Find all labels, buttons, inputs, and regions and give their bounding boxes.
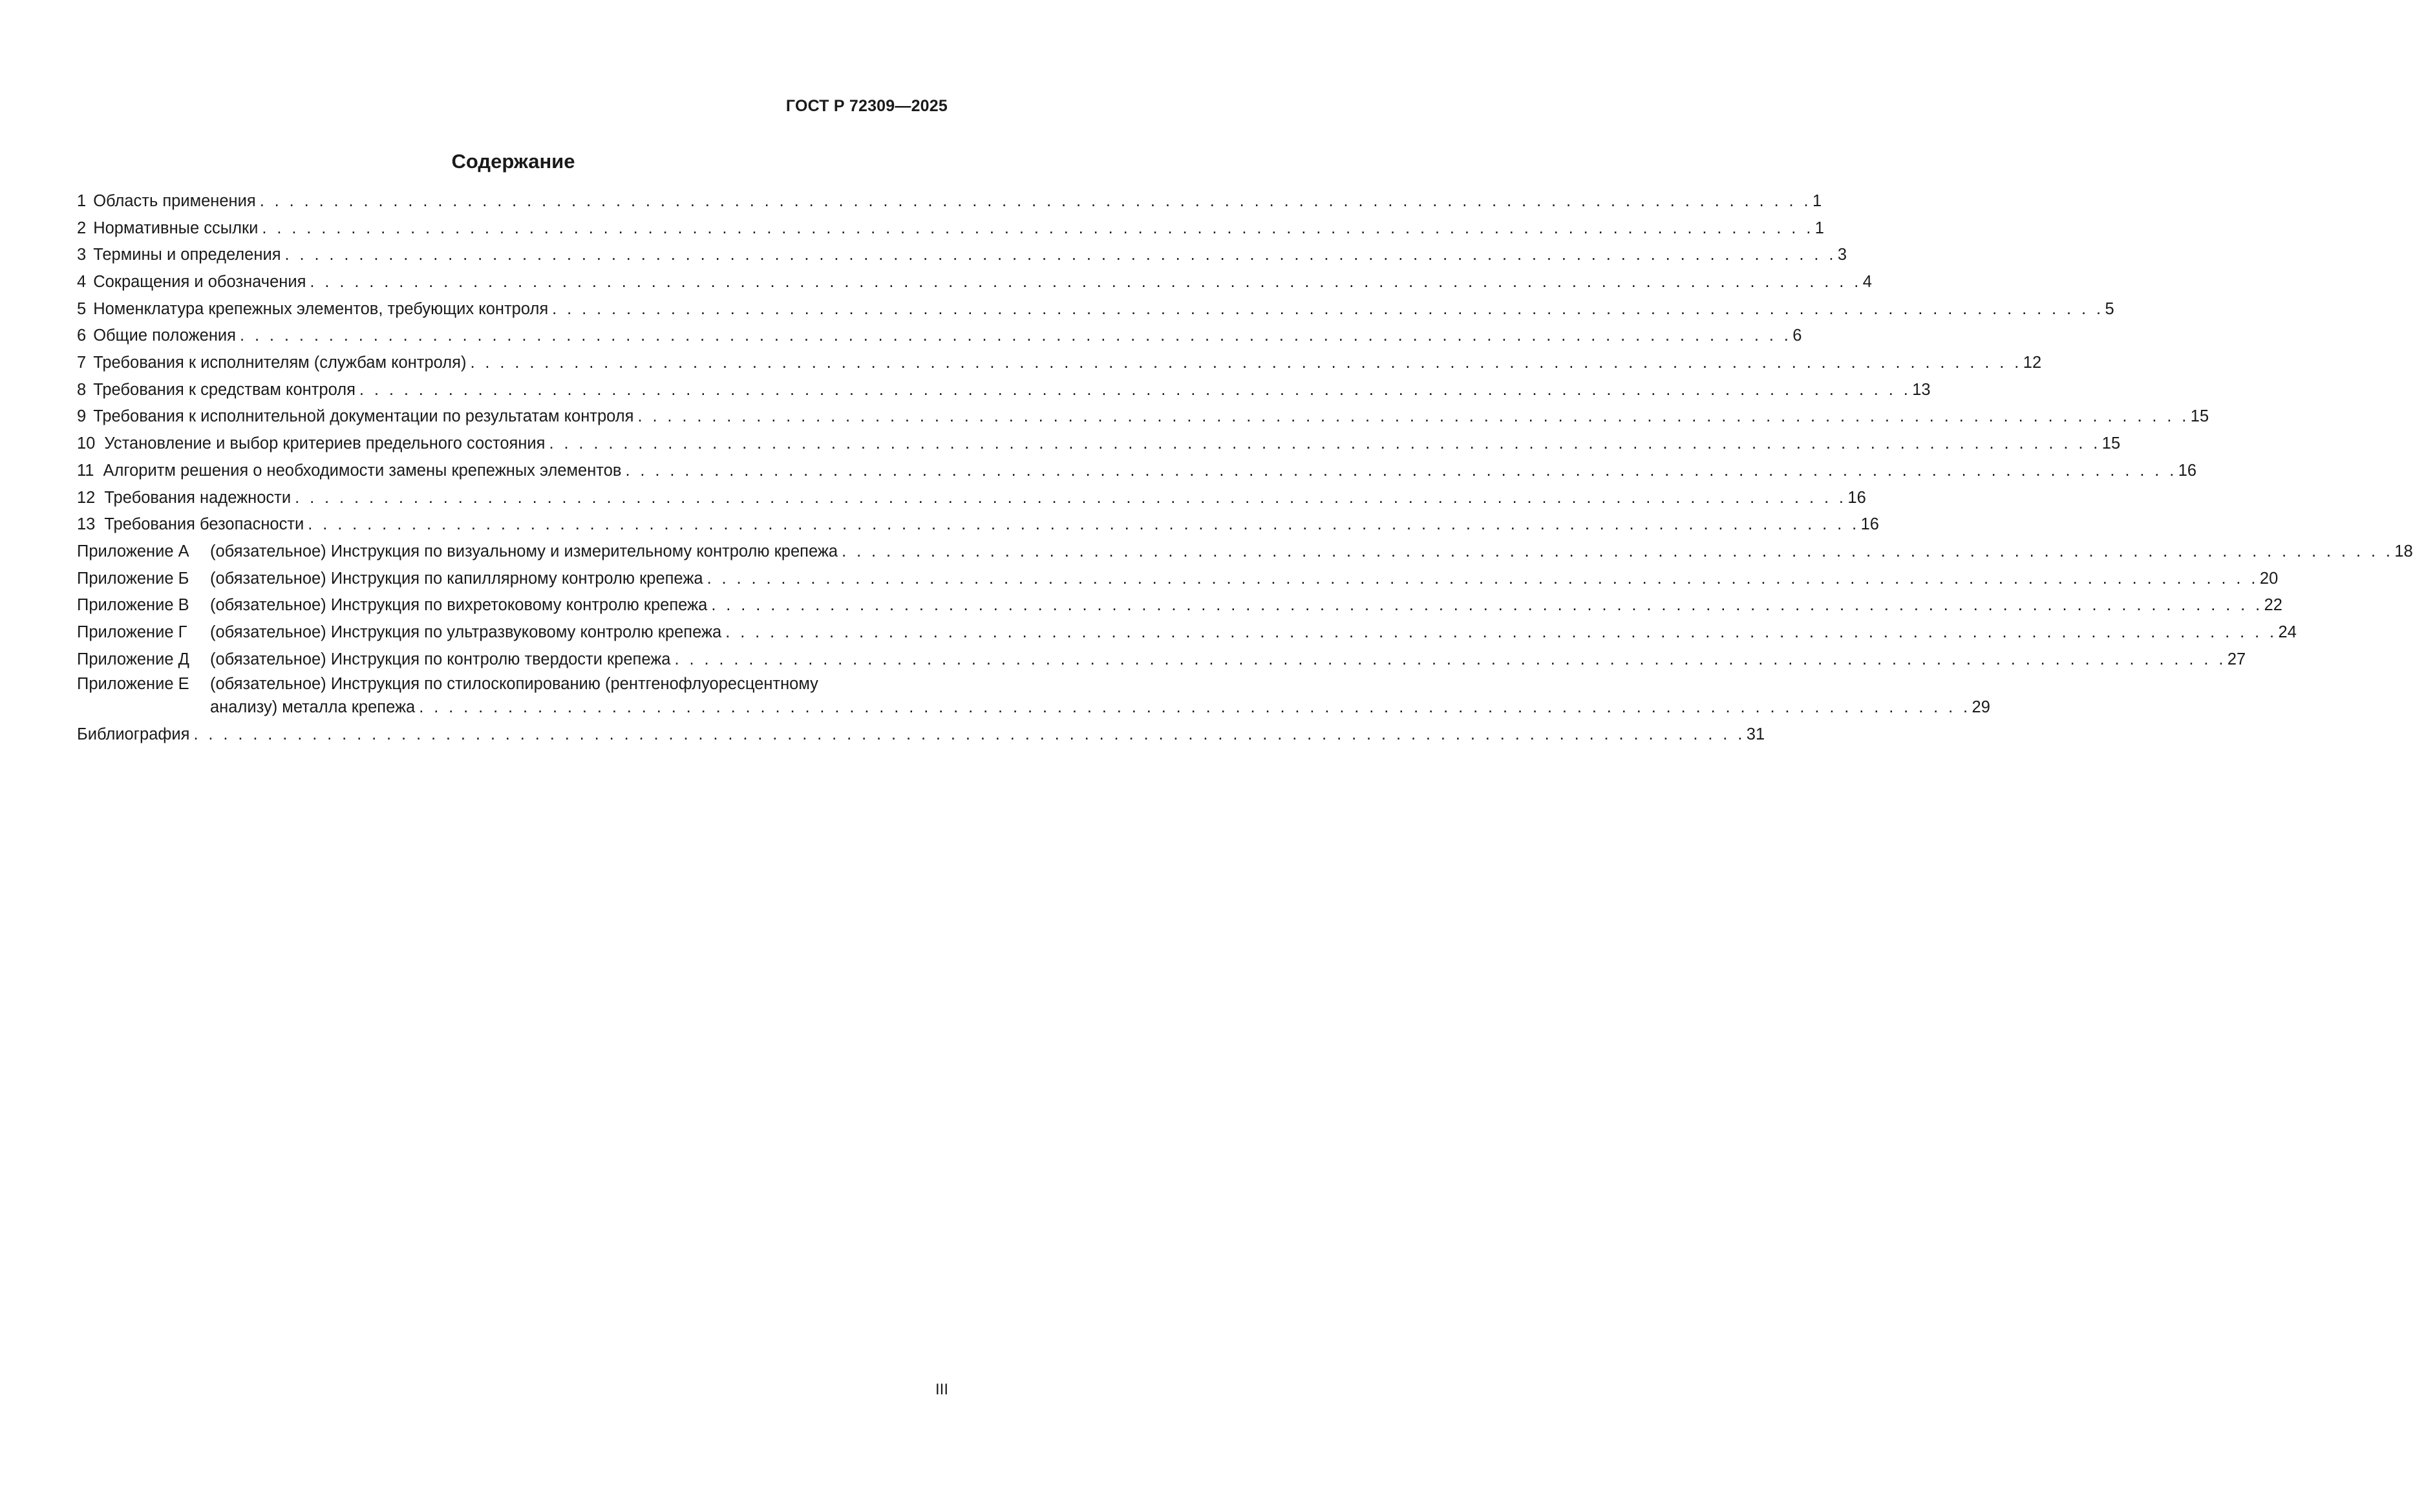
toc-leader-dots: . . . . . . . . . . . . . . . . . . . . . . . . . . . . . . . . . . . . . . . . . . . . . . . . . . . . . . . . . . . . . . . . . . . . . . . . . . . . . . . . . . . . . . . . . . . . . . . . . . . . . . . . . [284,246,1836,264]
toc-entry-title: Требования безопасности [104,515,304,534]
toc-entry-page: 22 [2264,596,2282,615]
page-number: III [935,1381,948,1398]
toc-entry-title: Номенклатура крепежных элементов, требующих контроля [93,299,549,318]
toc-entry-page: 1 [1814,218,1824,237]
toc-entry-page: 13 [1912,380,1931,399]
toc-leader-dots: . . . . . . . . . . . . . . . . . . . . . . . . . . . . . . . . . . . . . . . . . . . . . . . . . . . . . . . . . . . . . . . . . . . . . . . . . . . . . . . . . . . . . . . . . . . . . . . . . . . . . . . . . [359,380,1911,399]
toc-bibliography-title: Библиография [77,725,190,744]
toc-entry-page: 5 [2105,299,2114,318]
toc-annex-title: (обязательное) Инструкция по визуальному и измерительному контролю крепежа [210,542,838,560]
toc-entry-2[interactable] [77,215,1824,242]
toc-annex-label: Приложение А [77,542,189,560]
toc-entry-title: Установление и выбор критериев предельного состояния [104,434,546,453]
toc-entry-number: 6 [77,326,87,345]
toc-leader-dots: . . . . . . . . . . . . . . . . . . . . . . . . . . . . . . . . . . . . . . . . . . . . . . . . . . . . . . . . . . . . . . . . . . . . . . . . . . . . . . . . . . . . . . . . . . . . . . . . . . . . . . . . . [262,218,1814,237]
toc-entry-number: 4 [77,273,87,292]
toc-entry-page: 18 [2394,542,2413,560]
toc-leader-dots: . . . . . . . . . . . . . . . . . . . . . . . . . . . . . . . . . . . . . . . . . . . . . . . . . . . . . . . . . . . . . . . . . . . . . . . . . . . . . . . . . . . . . . . . . . . . . . . . . . . . . . . . . [842,542,2394,560]
toc-entry-number: 8 [77,380,87,399]
toc-annex-v[interactable] [77,592,2282,619]
toc-entry-page: 29 [1972,698,1990,717]
toc-leader-dots: . . . . . . . . . . . . . . . . . . . . . . . . . . . . . . . . . . . . . . . . . . . . . . . . . . . . . . . . . . . . . . . . . . . . . . . . . . . . . . . . . . . . . . . . . . . . . . . . . . . . . . . . . [711,596,2263,615]
toc-entry-number: 10 [77,434,96,453]
toc-leader-dots: . . . . . . . . . . . . . . . . . . . . . . . . . . . . . . . . . . . . . . . . . . . . . . . . . . . . . . . . . . . . . . . . . . . . . . . . . . . . . . . . . . . . . . . . . . . . . . . . . . . . . . . . . [239,326,1792,345]
toc-entry-title: Нормативные ссылки [93,218,259,237]
toc-leader-dots: . . . . . . . . . . . . . . . . . . . . . . . . . . . . . . . . . . . . . . . . . . . . . . . . . . . . . . . . . . . . . . . . . . . . . . . . . . . . . . . . . . . . . . . . . . . . . . . . . . . . . . . . . [308,515,1860,534]
toc-entry-page: 27 [2227,650,2246,668]
toc-entry-page: 16 [1847,488,1866,507]
toc-entry-number: 3 [77,246,87,264]
toc-entry-page: 16 [2178,461,2197,480]
toc-annex-label: Приложение Г [77,623,187,641]
toc-annex-title-continued: анализу) металла крепежа [210,698,416,717]
toc-annex-d[interactable] [77,646,2246,674]
toc-annex-label: Приложение В [77,596,189,615]
toc-leader-dots: . . . . . . . . . . . . . . . . . . . . . . . . . . . . . . . . . . . . . . . . . . . . . . . . . . . . . . . . . . . . . . . . . . . . . . . . . . . . . . . . . . . . . . . . . . . . . . . . . . . . . . . . . [552,299,2104,318]
toc-entry-number: 5 [77,299,87,318]
toc-leader-dots: . . . . . . . . . . . . . . . . . . . . . . . . . . . . . . . . . . . . . . . . . . . . . . . . . . . . . . . . . . . . . . . . . . . . . . . . . . . . . . . . . . . . . . . . . . . . . . . . . . . . . . . . . [674,650,2226,668]
toc-entry-6[interactable] [77,323,1802,350]
toc-entry-title: Алгоритм решения о необходимости замены крепежных элементов [103,461,622,480]
toc-entry-8[interactable] [77,377,1931,404]
toc-entry-page: 3 [1837,246,1847,264]
toc-entry-9[interactable] [77,404,2209,431]
toc-leader-dots: . . . . . . . . . . . . . . . . . . . . . . . . . . . . . . . . . . . . . . . . . . . . . . . . . . . . . . . . . . . . . . . . . . . . . . . . . . . . . . . . . . . . . . . . . . . . . . . . . . . . . . . . . [295,488,1847,507]
toc-leader-dots: . . . . . . . . . . . . . . . . . . . . . . . . . . . . . . . . . . . . . . . . . . . . . . . . . . . . . . . . . . . . . . . . . . . . . . . . . . . . . . . . . . . . . . . . . . . . . . . . . . . . . . . . . [549,434,2101,453]
toc-entry-page: 24 [2278,623,2297,641]
toc-entry-title: Область применения [93,191,256,210]
toc-entry-page: 6 [1792,326,1802,345]
toc-annex-title: (обязательное) Инструкция по стилоскопированию (рентгенофлуоресцентному [210,675,818,694]
toc-entry-number: 11 [77,461,94,480]
toc-entry-number: 9 [77,407,87,426]
toc-annex-title: (обязательное) Инструкция по контролю твердости крепежа [210,650,671,668]
toc-entry-title: Общие положения [93,326,236,345]
toc-leader-dots: . . . . . . . . . . . . . . . . . . . . . . . . . . . . . . . . . . . . . . . . . . . . . . . . . . . . . . . . . . . . . . . . . . . . . . . . . . . . . . . . . . . . . . . . . . . . . . . . . . . . . . . . . [193,725,1745,744]
toc-entry-7[interactable] [77,350,2042,377]
toc-leader-dots: . . . . . . . . . . . . . . . . . . . . . . . . . . . . . . . . . . . . . . . . . . . . . . . . . . . . . . . . . . . . . . . . . . . . . . . . . . . . . . . . . . . . . . . . . . . . . . . . . . . . . . . . . [259,191,1812,210]
table-of-contents [77,188,2413,749]
toc-entry-number: 1 [77,191,87,210]
toc-entry-page: 15 [2190,407,2209,426]
toc-entry-5[interactable] [77,296,2114,323]
toc-annex-label: Приложение Е [77,675,189,694]
toc-entry-page: 12 [2023,354,2042,372]
toc-entry-title: Требования надежности [104,488,292,507]
toc-entry-title: Требования к исполнительной документации по результатам контроля [93,407,634,426]
toc-entry-page: 1 [1812,191,1822,210]
toc-entry-number: 12 [77,488,96,507]
toc-annex-e-continued[interactable] [77,696,1990,719]
toc-bibliography[interactable] [77,721,1765,749]
toc-entry-title: Требования к исполнителям (службам контроля) [93,354,467,372]
toc-entry-11[interactable] [77,458,2197,485]
toc-leader-dots: . . . . . . . . . . . . . . . . . . . . . . . . . . . . . . . . . . . . . . . . . . . . . . . . . . . . . . . . . . . . . . . . . . . . . . . . . . . . . . . . . . . . . . . . . . . . . . . . . . . . . . . . . [310,273,1862,292]
toc-annex-label: Приложение Б [77,569,189,588]
toc-annex-title: (обязательное) Инструкция по ультразвуковому контролю крепежа [210,623,722,641]
toc-title: Содержание [451,150,575,173]
toc-entry-page: 16 [1860,515,1879,534]
toc-entry-page: 20 [2259,569,2279,588]
toc-leader-dots: . . . . . . . . . . . . . . . . . . . . . . . . . . . . . . . . . . . . . . . . . . . . . . . . . . . . . . . . . . . . . . . . . . . . . . . . . . . . . . . . . . . . . . . . . . . . . . . . . . . . . . . . . [419,698,1971,717]
toc-leader-dots: . . . . . . . . . . . . . . . . . . . . . . . . . . . . . . . . . . . . . . . . . . . . . . . . . . . . . . . . . . . . . . . . . . . . . . . . . . . . . . . . . . . . . . . . . . . . . . . . . . . . . . . . . [707,569,2259,588]
toc-entry-12[interactable] [77,485,1866,512]
toc-entry-10[interactable] [77,431,2121,458]
toc-entry-number: 13 [77,515,96,534]
toc-entry-title: Сокращения и обозначения [93,273,306,292]
toc-entry-page: 31 [1746,725,1765,744]
toc-leader-dots: . . . . . . . . . . . . . . . . . . . . . . . . . . . . . . . . . . . . . . . . . . . . . . . . . . . . . . . . . . . . . . . . . . . . . . . . . . . . . . . . . . . . . . . . . . . . . . . . . . . . . . . . . [637,407,2189,426]
toc-annex-a[interactable] [77,538,2413,566]
toc-annex-label: Приложение Д [77,650,189,668]
toc-entry-4[interactable] [77,269,1872,296]
toc-annex-b[interactable] [77,566,2279,593]
toc-annex-title: (обязательное) Инструкция по вихретоковому контролю крепежа [210,596,708,615]
toc-leader-dots: . . . . . . . . . . . . . . . . . . . . . . . . . . . . . . . . . . . . . . . . . . . . . . . . . . . . . . . . . . . . . . . . . . . . . . . . . . . . . . . . . . . . . . . . . . . . . . . . . . . . . . . . . [725,623,2277,641]
toc-entry-3[interactable] [77,242,1847,269]
toc-annex-g[interactable] [77,619,2297,646]
toc-entry-title: Требования к средствам контроля [93,380,356,399]
document-code: ГОСТ Р 72309—2025 [785,97,948,115]
toc-leader-dots: . . . . . . . . . . . . . . . . . . . . . . . . . . . . . . . . . . . . . . . . . . . . . . . . . . . . . . . . . . . . . . . . . . . . . . . . . . . . . . . . . . . . . . . . . . . . . . . . . . . . . . . . . [625,461,2177,480]
toc-entry-title: Термины и определения [93,246,281,264]
toc-annex-e[interactable] [77,673,951,696]
toc-entry-page: 15 [2101,434,2121,453]
toc-entry-13[interactable] [77,511,1879,538]
toc-entry-number: 7 [77,354,87,372]
toc-leader-dots: . . . . . . . . . . . . . . . . . . . . . . . . . . . . . . . . . . . . . . . . . . . . . . . . . . . . . . . . . . . . . . . . . . . . . . . . . . . . . . . . . . . . . . . . . . . . . . . . . . . . . . . . . [470,354,2022,372]
toc-annex-title: (обязательное) Инструкция по капиллярному контролю крепежа [210,569,703,588]
toc-entry-page: 4 [1862,273,1872,292]
toc-entry-1[interactable] [77,188,1822,215]
toc-entry-number: 2 [77,218,87,237]
